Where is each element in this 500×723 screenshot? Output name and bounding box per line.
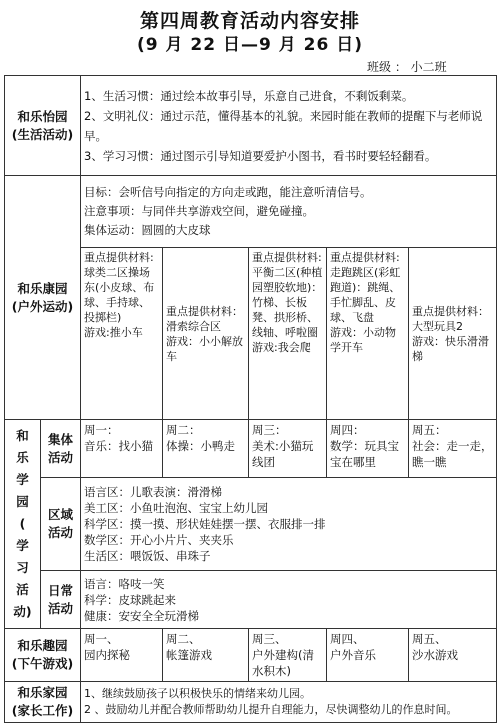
life-row	[5, 76, 497, 176]
outdoor-header-line: 和乐康园	[17, 280, 68, 296]
study-header	[5, 420, 41, 629]
area-activity-label: 区域活动	[41, 478, 81, 571]
family-row	[5, 682, 497, 723]
outdoor-notes	[81, 176, 497, 248]
life-line: 1、生活习惯：通过绘本故事引导，乐意自己进食，不剩饭剩菜。	[84, 88, 414, 103]
life-line: 2、文明礼仪：通过示范，懂得基本的礼貌。来园时能在教师的提醒下与老师说早。	[84, 108, 483, 143]
play-header-line: 和乐趣园	[17, 638, 68, 653]
outdoor-note: 集体运动：圆圆的大皮球	[84, 223, 211, 237]
area-line: 语言区：儿歌表演：滑滑梯	[84, 485, 222, 499]
study-header-char: 活	[16, 582, 29, 597]
study-area-row	[5, 478, 497, 571]
group-day-wed: 周三： 美术:小猫玩线团	[249, 420, 327, 478]
life-header	[5, 76, 81, 176]
outdoor-day-thu: 重点提供材料:走跑跳区(彩虹跑道)：跳绳、手忙脚乱、皮球、飞盘 游戏：小动物学开车	[327, 248, 409, 420]
outdoor-header-line: (户外运动)	[11, 298, 74, 314]
outdoor-day-mon: 重点提供材料:球类二区操场东(小皮球、布球、手持球、投掷栏) 游戏:推小车	[81, 248, 163, 420]
study-header-char: 和	[16, 428, 29, 443]
study-header-char: 学	[16, 472, 29, 487]
daily-content	[81, 571, 497, 629]
area-line: 科学区：摸一摸、形状娃娃摆一摆、衣服排一排	[84, 517, 326, 531]
family-line: 2 、鼓励幼儿并配合教师帮助幼儿提升自理能力，尽快调整幼儿的作息时间。	[84, 703, 458, 716]
family-header	[5, 682, 81, 723]
life-line: 3、学习习惯：通过图示引导知道要爱护小图书，看书时要轻轻翻看。	[84, 148, 437, 163]
study-group-row	[5, 420, 497, 478]
group-day-thu: 周四： 数学：玩具宝宝在哪里	[327, 420, 409, 478]
class-label: 班级 ： 小二班	[367, 60, 447, 74]
play-day-tue: 周二、 帐篷游戏	[163, 629, 249, 682]
group-day-mon: 周一： 音乐：找小猫	[81, 420, 163, 478]
play-day-thu: 周四、 户外音乐	[327, 629, 409, 682]
group-activity-label: 集体活动	[41, 420, 81, 478]
study-header-char: (	[19, 516, 26, 531]
study-header-char: 动)	[13, 604, 32, 619]
outdoor-note: 目标：会听信号向指定的方向走或跑，能注意听清信号。	[84, 185, 372, 199]
play-day-mon: 周一、 园内探秘	[81, 629, 163, 682]
study-daily-row	[5, 571, 497, 629]
study-header-char: 园	[16, 494, 29, 509]
outdoor-notes-row	[5, 176, 497, 248]
daily-line: 语言：咯吱一笑	[84, 576, 165, 591]
outdoor-day-tue: 重点提供材料：滑索综合区 游戏：小小解放车	[163, 248, 249, 420]
family-header-line: 和乐家园	[17, 685, 68, 700]
area-line: 美工区：小鱼吐泡泡、宝宝上幼儿园	[84, 501, 268, 515]
daily-line: 健康：安安全全玩滑梯	[84, 608, 199, 623]
play-header-line: (下午游戏)	[11, 656, 74, 671]
outdoor-day-fri: 重点提供材料：大型玩具2 游戏：快乐滑滑梯	[409, 248, 497, 420]
family-line: 1、继续鼓励孩子以积极快乐的情绪来幼儿园。	[84, 687, 311, 700]
daily-activity-label: 日常活动	[41, 571, 81, 629]
life-content	[81, 76, 497, 176]
life-header-line: 和乐怡园	[17, 108, 68, 124]
play-header	[5, 629, 81, 682]
group-day-tue: 周二： 体操：小鸭走	[163, 420, 249, 478]
area-line: 生活区：喂饭饭、串珠子	[84, 549, 211, 563]
play-day-fri: 周五、 沙水游戏	[409, 629, 497, 682]
area-line: 数学区：开心小片片、夹夹乐	[84, 533, 234, 547]
study-header-char: 习	[16, 560, 29, 575]
daily-line: 科学：皮球跳起来	[84, 592, 176, 607]
outdoor-note: 注意事项：与同伴共享游戏空间，避免碰撞。	[84, 204, 314, 218]
play-row	[5, 629, 497, 682]
play-day-wed: 周三、 户外建构(清水积木)	[249, 629, 327, 682]
life-header-line: (生活活动)	[11, 126, 74, 142]
schedule-table	[4, 75, 497, 723]
family-header-line: (家长工作)	[11, 703, 74, 718]
study-header-char: 乐	[16, 450, 29, 465]
page-title: 第四周教育活动内容安排	[139, 10, 360, 32]
study-header-char: 学	[16, 538, 29, 553]
outdoor-header	[5, 176, 81, 420]
outdoor-day-wed: 重点提供材料:平衡二区(种植园塑胶软地)：竹梯、长板凳、拱形桥、线轴、呼啦圈 游戏:我会爬	[249, 248, 327, 420]
group-day-fri: 周五： 社会：走一走，瞧一瞧	[409, 420, 497, 478]
page-subtitle: (9 月 22 日—9 月 26 日)	[136, 35, 364, 55]
family-content	[81, 682, 497, 723]
area-content	[81, 478, 497, 571]
